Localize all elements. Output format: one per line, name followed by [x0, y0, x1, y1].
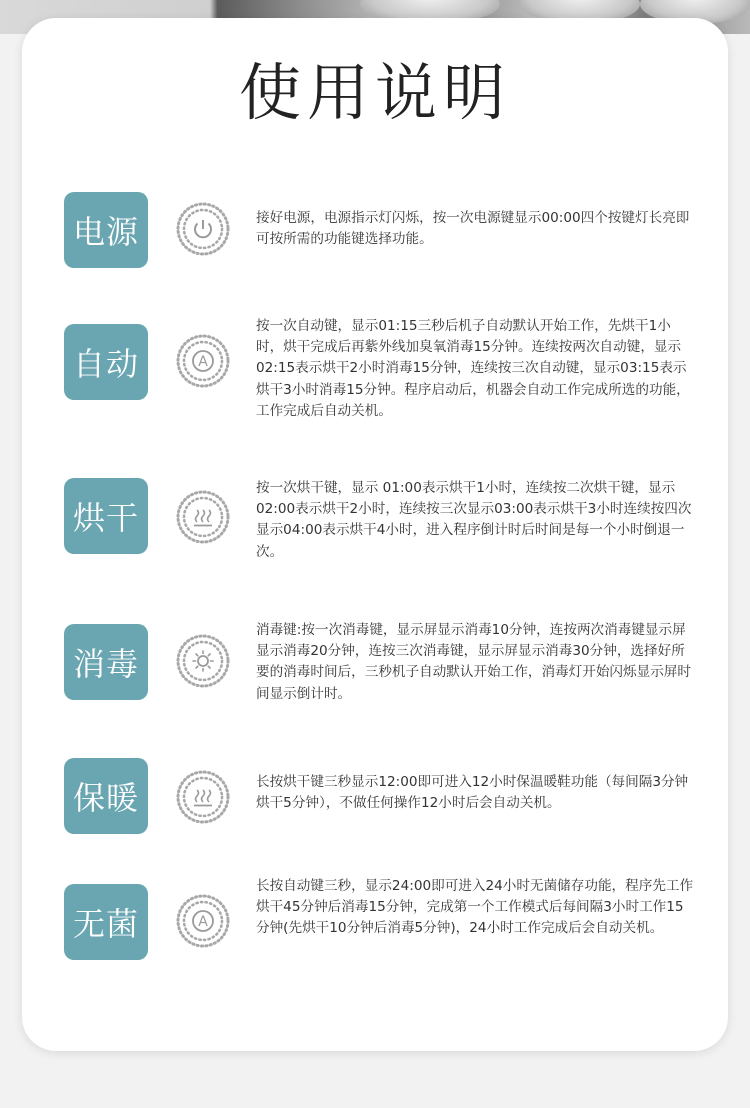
svg-text:A: A	[198, 354, 208, 370]
warm-badge: 保暖	[64, 758, 148, 834]
heat-icon	[174, 768, 232, 826]
svg-text:A: A	[198, 914, 208, 930]
auto-icon	[174, 332, 232, 390]
sterile-description: 长按自动键三秒，显示24:00即可进入24小时无菌储存功能，程序先工作烘干45分钟后消毒15分钟，完成第一个工作模式后每间隔3小时工作15分钟(先烘干10分钟后消毒5分钟)，24小时工作完成后会自动关机。	[256, 878, 694, 937]
disinfect-badge: 消毒	[64, 624, 148, 700]
power-badge: 电源	[64, 192, 148, 268]
auto-icon	[174, 892, 232, 950]
dry-badge: 烘干	[64, 478, 148, 554]
auto-badge: 自动	[64, 324, 148, 400]
page-title: 使用说明	[238, 56, 511, 129]
power-icon	[174, 200, 232, 258]
warm-description: 长按烘干键三秒显示12:00即可进入12小时保温暖鞋功能（每间隔3分钟烘干5分钟），不做任何操作12小时后会自动关机。	[256, 774, 689, 812]
auto-description: 按一次自动键，显示01:15三秒后机子自动默认开始工作，先烘干1小时，烘干完成后再紫外线加臭氧消毒15分钟。连续按两次自动键，显示02:15表示烘干2小时消毒15分钟，连续按三次自动键，显示03:15表示烘干3小时消毒15分钟。程序启动后，机器会自动工作完成所选的功能，工作完成后自动关机。	[256, 318, 690, 419]
disinfect-description: 消毒键:按一次消毒键，显示屏显示消毒10分钟，连按两次消毒键显示屏显示消毒20分钟，连按三次消毒键，显示屏显示消毒30分钟，选择好所要的消毒时间后，三秒机子自动默认开始工作，消毒灯开始闪烁显示屏时间显示倒计时。	[256, 622, 691, 702]
dry-description: 按一次烘干键，显示 01:00表示烘干1小时，连续按二次烘干键，显示02:00表示烘干2小时，连续按三次显示03:00表示烘干3小时连续按四次显示04:00表示烘干4小时，进入程序倒计时后时间是每一个小时倒退一次。	[256, 480, 692, 560]
power-description: 接好电源，电源指示灯闪烁，按一次电源键显示00:00四个按键灯长亮即可按所需的功能键选择功能。	[256, 210, 690, 248]
sterile-badge: 无菌	[64, 884, 148, 960]
heat-icon	[174, 488, 232, 546]
sun-icon	[174, 632, 232, 690]
